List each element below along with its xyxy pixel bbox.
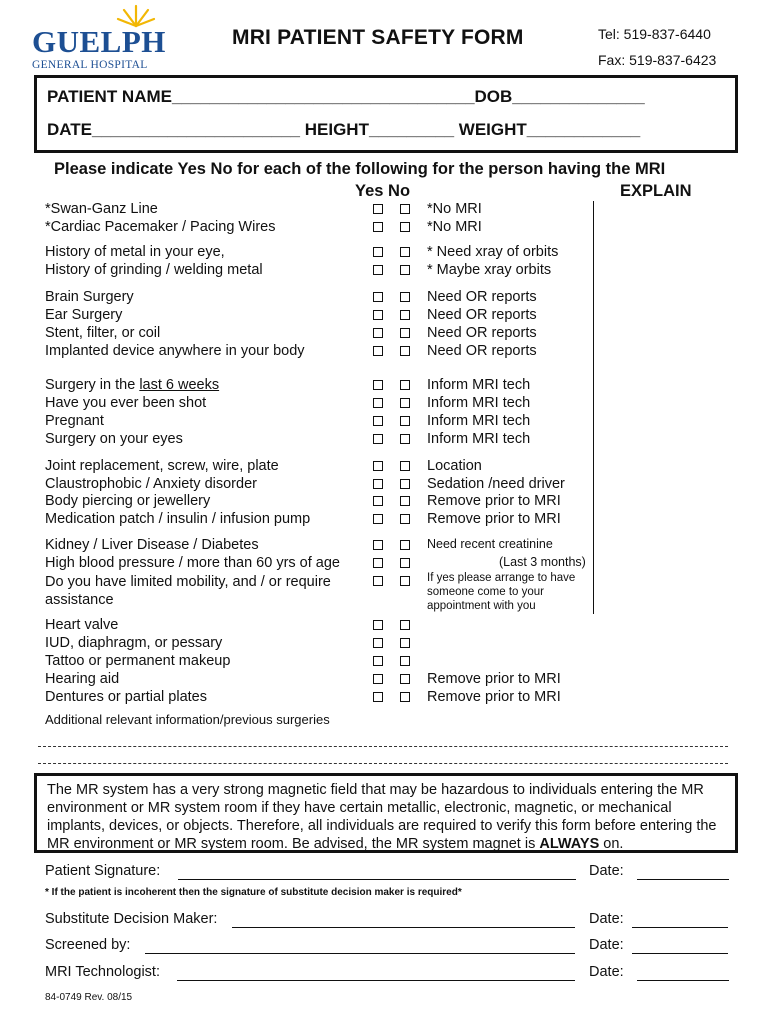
explain-text: Inform MRI tech bbox=[427, 395, 531, 411]
question-text: *Cardiac Pacemaker / Pacing Wires bbox=[45, 219, 276, 235]
mr-warning-box bbox=[34, 773, 738, 853]
telephone-number: Tel: 519-837-6440 bbox=[598, 26, 711, 42]
question-text: Have you ever been shot bbox=[45, 395, 207, 411]
no-checkbox[interactable] bbox=[400, 310, 410, 320]
question-text: Implanted device anywhere in your body bbox=[45, 343, 305, 359]
no-checkbox[interactable] bbox=[400, 247, 410, 257]
no-checkbox[interactable] bbox=[400, 328, 410, 338]
no-checkbox[interactable] bbox=[400, 674, 410, 684]
yes-checkbox[interactable] bbox=[373, 292, 383, 302]
additional-info-line[interactable] bbox=[38, 763, 728, 764]
no-checkbox[interactable] bbox=[400, 692, 410, 702]
question-text: IUD, diaphragm, or pessary bbox=[45, 635, 223, 651]
screened-by-label: Screened by: bbox=[45, 937, 131, 953]
no-checkbox[interactable] bbox=[400, 416, 410, 426]
question-text: Body piercing or jewellery bbox=[45, 493, 211, 509]
patient-date-label: Date: bbox=[589, 863, 624, 879]
patient-info-box bbox=[34, 75, 738, 153]
no-checkbox[interactable] bbox=[400, 656, 410, 666]
screened-date-field[interactable] bbox=[632, 953, 728, 954]
no-checkbox[interactable] bbox=[400, 434, 410, 444]
question-text: Joint replacement, screw, wire, plate bbox=[45, 458, 279, 474]
no-checkbox[interactable] bbox=[400, 638, 410, 648]
yes-checkbox[interactable] bbox=[373, 380, 383, 390]
yes-checkbox[interactable] bbox=[373, 434, 383, 444]
yes-checkbox[interactable] bbox=[373, 346, 383, 356]
explain-text: Inform MRI tech bbox=[427, 377, 531, 393]
explain-text: Remove prior to MRI bbox=[427, 689, 561, 705]
sdm-date-label: Date: bbox=[589, 911, 624, 927]
yes-checkbox[interactable] bbox=[373, 638, 383, 648]
yes-checkbox[interactable] bbox=[373, 692, 383, 702]
explain-text: Need OR reports bbox=[427, 289, 537, 305]
no-checkbox[interactable] bbox=[400, 496, 410, 506]
explain-text: Location bbox=[427, 458, 482, 474]
explain-text: *No MRI bbox=[427, 201, 482, 217]
yes-checkbox[interactable] bbox=[373, 496, 383, 506]
no-checkbox[interactable] bbox=[400, 380, 410, 390]
form-revision: 84-0749 Rev. 08/15 bbox=[45, 992, 133, 1003]
question-text: Pregnant bbox=[45, 413, 104, 429]
additional-info-line[interactable] bbox=[38, 746, 728, 747]
patient-date-field[interactable] bbox=[637, 879, 729, 880]
patient-name-dob-line[interactable]: PATIENT NAME________________________________DOB______________ bbox=[47, 87, 645, 106]
question-text: Brain Surgery bbox=[45, 289, 134, 305]
yes-checkbox[interactable] bbox=[373, 576, 383, 586]
explain-text: Need OR reports bbox=[427, 325, 537, 341]
question-text: *Swan-Ganz Line bbox=[45, 201, 158, 217]
technologist-date-label: Date: bbox=[589, 964, 624, 980]
yes-checkbox[interactable] bbox=[373, 222, 383, 232]
yes-checkbox[interactable] bbox=[373, 656, 383, 666]
explain-text: Inform MRI tech bbox=[427, 431, 531, 447]
question-text: Kidney / Liver Disease / Diabetes bbox=[45, 537, 259, 553]
yes-checkbox[interactable] bbox=[373, 398, 383, 408]
no-checkbox[interactable] bbox=[400, 398, 410, 408]
yes-checkbox[interactable] bbox=[373, 620, 383, 630]
no-checkbox[interactable] bbox=[400, 461, 410, 471]
question-text: Surgery in the last 6 weeks bbox=[45, 377, 220, 393]
question-text: Dentures or partial plates bbox=[45, 689, 207, 705]
technologist-date-field[interactable] bbox=[637, 980, 729, 981]
patient-signature-label: Patient Signature: bbox=[45, 863, 161, 879]
always-emphasis: ALWAYS bbox=[539, 836, 600, 852]
question-text: Stent, filter, or coil bbox=[45, 325, 161, 341]
form-title: MRI PATIENT SAFETY FORM bbox=[232, 26, 524, 49]
question-text: Claustrophobic / Anxiety disorder bbox=[45, 476, 257, 492]
explain-text: Remove prior to MRI bbox=[427, 671, 561, 687]
no-checkbox[interactable] bbox=[400, 204, 410, 214]
no-checkbox[interactable] bbox=[400, 558, 410, 568]
logo-name: GUELPH bbox=[32, 24, 166, 59]
question-text: Ear Surgery bbox=[45, 307, 123, 323]
yes-checkbox[interactable] bbox=[373, 479, 383, 489]
yes-checkbox[interactable] bbox=[373, 674, 383, 684]
instructions: Please indicate Yes No for each of the following for the person having the MRI bbox=[54, 160, 666, 178]
yes-checkbox[interactable] bbox=[373, 558, 383, 568]
explain-text: Sedation /need driver bbox=[427, 476, 565, 492]
explain-text: * Need xray of orbits bbox=[427, 244, 559, 260]
question-text: Hearing aid bbox=[45, 671, 120, 687]
explain-text: Remove prior to MRI bbox=[427, 511, 561, 527]
explain-text: If yes please arrange to have someone come to your appointment with you bbox=[427, 572, 576, 612]
yes-checkbox[interactable] bbox=[373, 247, 383, 257]
no-checkbox[interactable] bbox=[400, 479, 410, 489]
explain-text: Need OR reports bbox=[427, 307, 537, 323]
question-text: High blood pressure / more than 60 yrs of age bbox=[45, 555, 340, 571]
question-text: Tattoo or permanent makeup bbox=[45, 653, 231, 669]
yes-checkbox[interactable] bbox=[373, 461, 383, 471]
yes-checkbox[interactable] bbox=[373, 514, 383, 524]
yes-checkbox[interactable] bbox=[373, 204, 383, 214]
yes-checkbox[interactable] bbox=[373, 310, 383, 320]
screened-date-label: Date: bbox=[589, 937, 624, 953]
question-text: Heart valve bbox=[45, 617, 119, 633]
date-height-weight-line[interactable]: DATE______________________ HEIGHT_________ WEIGHT____________ bbox=[47, 120, 641, 139]
fax-number: Fax: 519-837-6423 bbox=[598, 52, 717, 68]
yes-checkbox[interactable] bbox=[373, 416, 383, 426]
no-checkbox[interactable] bbox=[400, 292, 410, 302]
logo-subtitle: GENERAL HOSPITAL bbox=[32, 59, 148, 71]
yes-no-header: Yes No bbox=[355, 182, 411, 200]
no-checkbox[interactable] bbox=[400, 620, 410, 630]
explain-text: * Maybe xray orbits bbox=[427, 262, 552, 278]
question-text: History of metal in your eye, bbox=[45, 244, 225, 260]
explain-text: (Last 3 months) bbox=[499, 555, 586, 569]
explain-column-divider bbox=[593, 201, 594, 614]
sdm-signature-field[interactable] bbox=[232, 927, 575, 928]
substitute-note: * If the patient is incoherent then the signature of substitute decision maker is required* bbox=[45, 887, 462, 898]
explain-text: Inform MRI tech bbox=[427, 413, 531, 429]
no-checkbox[interactable] bbox=[400, 514, 410, 524]
question-text: Medication patch / insulin / infusion pump bbox=[45, 511, 311, 527]
sdm-label: Substitute Decision Maker: bbox=[45, 911, 218, 927]
explain-text: *No MRI bbox=[427, 219, 482, 235]
explain-text: Remove prior to MRI bbox=[427, 493, 561, 509]
no-checkbox[interactable] bbox=[400, 540, 410, 550]
hospital-logo bbox=[30, 4, 165, 72]
yes-checkbox[interactable] bbox=[373, 540, 383, 550]
mr-warning-text: The MR system has a very strong magnetic field that may be hazardous to individuals entering the MR environment or MR system room if they have certain metallic, electronic, magnetic, or mechanical implants, devices, or objects. Therefore, all individuals are required to verify this form before entering the MR environment or MR system room. Be advised, the MR system magnet is ALWAYS on. bbox=[47, 782, 717, 852]
no-checkbox[interactable] bbox=[400, 576, 410, 586]
technologist-label: MRI Technologist: bbox=[45, 964, 160, 980]
question-text: Do you have limited mobility, and / or require assistance bbox=[45, 574, 331, 608]
patient-signature-field[interactable] bbox=[178, 879, 576, 880]
explain-header: EXPLAIN bbox=[620, 182, 692, 200]
yes-checkbox[interactable] bbox=[373, 328, 383, 338]
explain-text: Need OR reports bbox=[427, 343, 537, 359]
no-checkbox[interactable] bbox=[400, 346, 410, 356]
sdm-date-field[interactable] bbox=[632, 927, 728, 928]
additional-info-label: Additional relevant information/previous surgeries bbox=[45, 712, 330, 727]
question-text: Surgery on your eyes bbox=[45, 431, 183, 447]
no-checkbox[interactable] bbox=[400, 222, 410, 232]
question-text: History of grinding / welding metal bbox=[45, 262, 263, 278]
yes-checkbox[interactable] bbox=[373, 265, 383, 275]
screened-by-field[interactable] bbox=[145, 953, 575, 954]
technologist-signature-field[interactable] bbox=[177, 980, 575, 981]
explain-text: Need recent creatinine bbox=[427, 537, 553, 551]
no-checkbox[interactable] bbox=[400, 265, 410, 275]
